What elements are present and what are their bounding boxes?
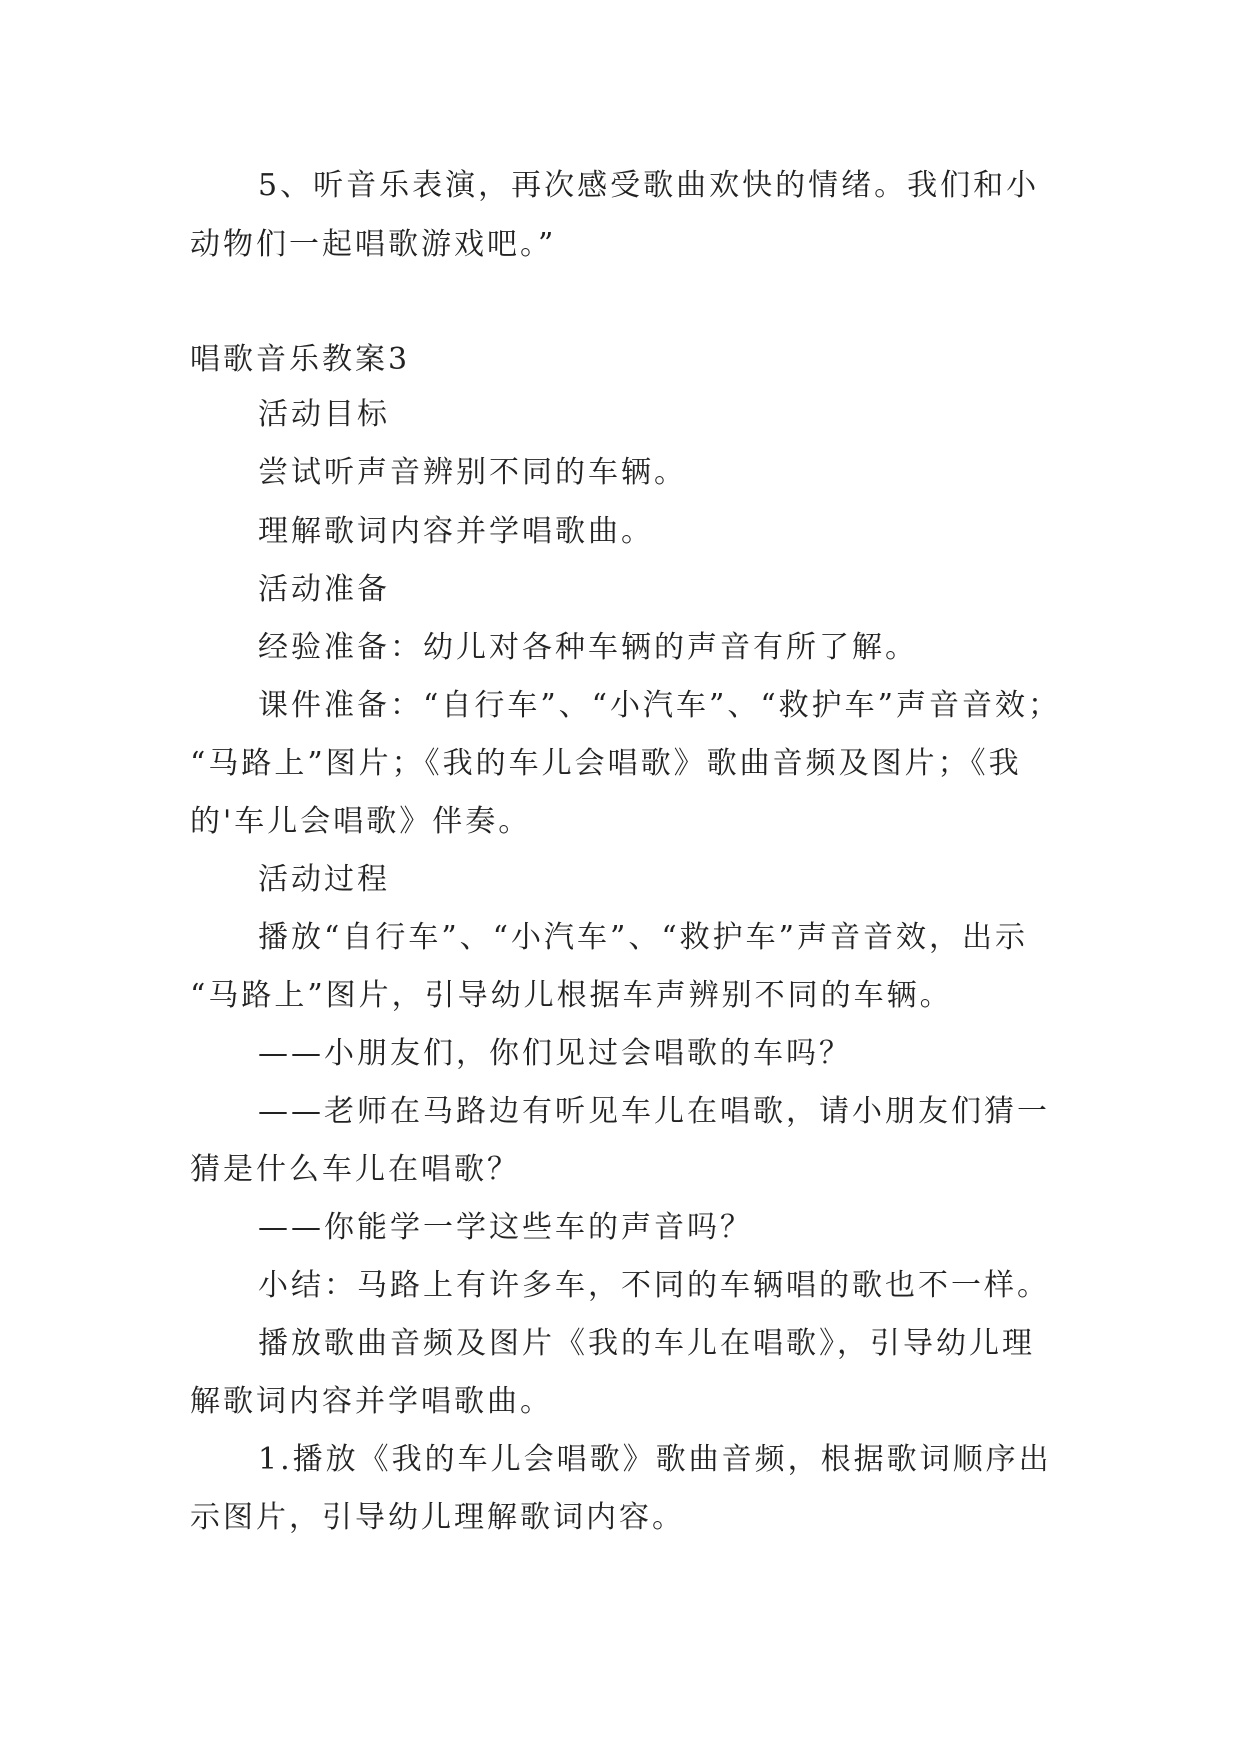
- paragraph-line: 小结：马路上有许多车，不同的车辆唱的歌也不一样。: [258, 1268, 1050, 1303]
- paragraph-line: 课件准备：“自行车”、“小汽车”、“救护车”声音音效；: [258, 688, 1062, 723]
- paragraph-line: ——你能学一学这些车的声音吗？: [258, 1210, 753, 1245]
- paragraph-line: 猜是什么车儿在唱歌？: [190, 1152, 520, 1187]
- paragraph-line: “马路上”图片；《我的车儿会唱歌》歌曲音频及图片；《我: [190, 746, 1022, 781]
- paragraph-line: 的'车儿会唱歌》伴奏。: [190, 804, 532, 839]
- paragraph-line: 播放“自行车”、“小汽车”、“救护车”声音音效，出示: [258, 920, 1029, 955]
- paragraph-line: ——小朋友们，你们见过会唱歌的车吗？: [258, 1036, 852, 1071]
- paragraph-line: 解歌词内容并学唱歌曲。: [190, 1384, 553, 1419]
- paragraph-line: 经验准备：幼儿对各种车辆的声音有所了解。: [258, 630, 918, 665]
- paragraph-line: 示图片，引导幼儿理解歌词内容。: [190, 1500, 685, 1535]
- paragraph-line: 动物们一起唱歌游戏吧。”: [190, 227, 557, 262]
- paragraph-line: “马路上”图片，引导幼儿根据车声辨别不同的车辆。: [190, 978, 953, 1013]
- paragraph-line: 理解歌词内容并学唱歌曲。: [258, 514, 654, 549]
- paragraph-line: 5、听音乐表演，再次感受歌曲欢快的情绪。我们和小: [258, 168, 1040, 203]
- paragraph-line: 尝试听声音辨别不同的车辆。: [258, 455, 687, 490]
- subheading: 活动过程: [258, 862, 390, 897]
- paragraph-line: 播放歌曲音频及图片《我的车儿在唱歌》，引导幼儿理: [258, 1326, 1035, 1361]
- subheading: 活动目标: [258, 397, 390, 432]
- subheading: 活动准备: [258, 572, 390, 607]
- paragraph-line: ——老师在马路边有听见车儿在唱歌，请小朋友们猜一: [258, 1094, 1050, 1129]
- section-title: 唱歌音乐教案3: [190, 342, 411, 377]
- paragraph-line: 1.播放《我的车儿会唱歌》歌曲音频，根据歌词顺序出: [258, 1442, 1052, 1477]
